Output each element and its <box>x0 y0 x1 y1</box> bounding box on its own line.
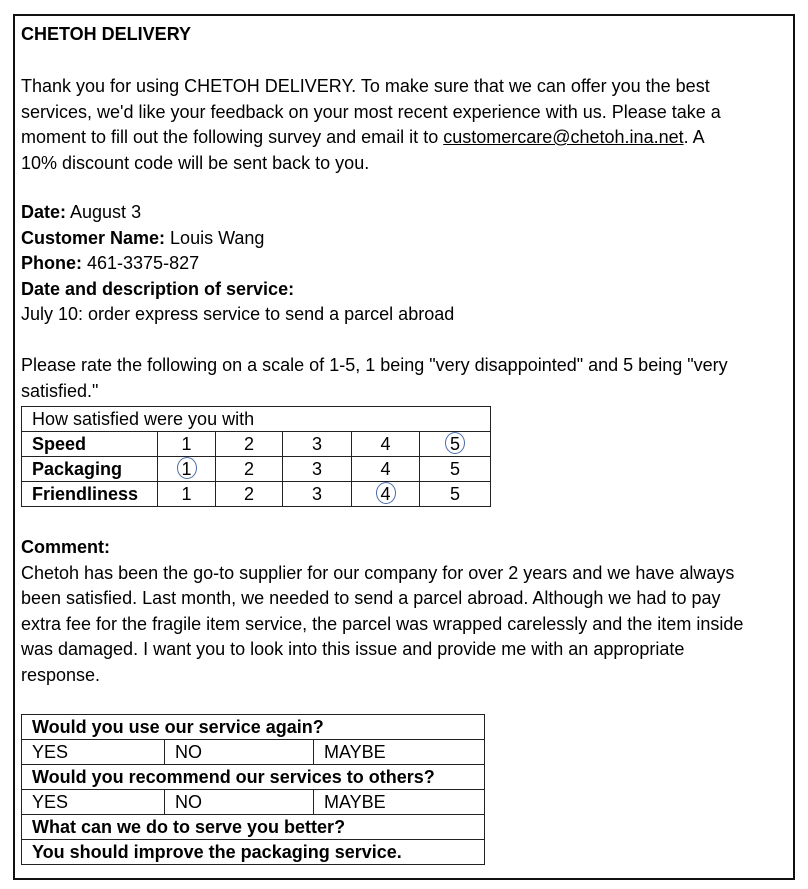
customer-name-field <box>21 226 264 252</box>
options-row <box>22 790 485 815</box>
option-no: NO <box>165 740 314 765</box>
rating-cell <box>420 482 491 507</box>
phone-value: 461-3375-827 <box>82 253 200 273</box>
rating-cell <box>352 432 420 457</box>
rating-value: 4 <box>380 434 391 454</box>
rating-cell-selected <box>352 482 420 507</box>
rating-row-label: Packaging <box>22 457 158 482</box>
intro-line-4: 10% discount code will be sent back to you. <box>21 152 370 173</box>
document-title: CHETOH DELIVERY <box>21 24 192 44</box>
rating-table <box>21 406 491 507</box>
rating-value: 5 <box>449 459 460 479</box>
rating-cell-selected <box>420 432 491 457</box>
rating-value: 1 <box>181 484 192 504</box>
service-value: July 10: order express service to send a parcel abroad <box>21 304 455 324</box>
rating-row-label: Speed <box>22 432 158 457</box>
comment-line-5: response. <box>21 664 101 685</box>
answer-text: You should improve the packaging service. <box>22 840 485 865</box>
comment-line-2: been satisfied. Last month, we needed to send a parcel abroad. Although we had to pay <box>21 588 721 608</box>
question-serve-better: What can we do to serve you better? <box>22 815 485 840</box>
question-recommend: Would you recommend our services to others? <box>22 765 485 790</box>
customer-name-label: Customer Name: <box>21 227 166 248</box>
intro-line-3-end: . A <box>683 127 705 147</box>
question-use-again: Would you use our service again? <box>22 715 485 740</box>
rating-value: 3 <box>311 459 322 479</box>
rating-row-friendliness <box>22 482 491 507</box>
intro-line-3 <box>21 125 705 151</box>
rating-row-packaging <box>22 457 491 482</box>
rating-cell <box>420 457 491 482</box>
rating-cell <box>283 457 352 482</box>
intro-line-3-text: moment to fill out the following survey and email it to <box>21 127 444 147</box>
rating-table-header: How satisfied were you with <box>22 407 491 432</box>
questions-table <box>21 714 485 865</box>
options-row <box>22 740 485 765</box>
comment-line-1: Chetoh has been the go-to supplier for our company for over 2 years and we have always <box>21 562 735 583</box>
rating-cell <box>283 432 352 457</box>
rating-instructions-line-2: satisfied." <box>21 380 99 401</box>
answer-row <box>22 840 485 865</box>
comment-label: Comment: <box>21 537 110 557</box>
rating-instructions-line-1: Please rate the following on a scale of 1-5, 1 being "very disappointed" and 5 being "very <box>21 355 728 375</box>
selected-rating-circle: 4 <box>376 482 396 504</box>
rating-cell-selected <box>158 457 216 482</box>
question-row <box>22 815 485 840</box>
rating-cell <box>216 457 283 482</box>
option-maybe: MAYBE <box>314 790 485 815</box>
option-maybe: MAYBE <box>314 740 485 765</box>
phone-label: Phone: <box>21 253 82 273</box>
question-row <box>22 715 485 740</box>
intro-line-1: Thank you for using CHETOH DELIVERY. To make sure that we can offer you the best <box>21 76 710 96</box>
rating-cell <box>352 457 420 482</box>
rating-value: 2 <box>243 434 254 454</box>
date-field <box>21 200 141 226</box>
rating-value: 1 <box>181 434 192 454</box>
selected-rating-circle: 1 <box>177 457 197 479</box>
rating-value: 2 <box>243 484 254 504</box>
rating-cell <box>158 432 216 457</box>
rating-cell <box>283 482 352 507</box>
comment-line-4: was damaged. I want you to look into this issue and provide me with an appropriate <box>21 639 685 659</box>
rating-value: 4 <box>380 459 391 479</box>
rating-row-speed <box>22 432 491 457</box>
option-yes: YES <box>22 740 165 765</box>
service-label: Date and description of service: <box>21 278 295 299</box>
date-label: Date: <box>21 202 67 222</box>
rating-cell <box>158 482 216 507</box>
rating-value: 5 <box>449 484 460 504</box>
email-link[interactable]: customercare@chetoh.ina.net <box>443 127 684 147</box>
intro-line-2: services, we'd like your feedback on your most recent experience with us. Please take a <box>21 101 721 122</box>
phone-field <box>21 251 199 277</box>
rating-value: 2 <box>243 459 254 479</box>
rating-cell <box>216 432 283 457</box>
option-yes: YES <box>22 790 165 815</box>
question-row <box>22 765 485 790</box>
rating-value: 3 <box>311 484 322 504</box>
rating-row-label: Friendliness <box>22 482 158 507</box>
option-no: NO <box>165 790 314 815</box>
rating-value: 3 <box>311 434 322 454</box>
selected-rating-circle: 5 <box>445 432 465 454</box>
comment-line-3: extra fee for the fragile item service, the parcel was wrapped carelessly and the item inside <box>21 613 744 634</box>
date-value: August 3 <box>66 202 142 222</box>
customer-name-value: Louis Wang <box>165 227 265 248</box>
rating-table-header-row <box>22 407 491 432</box>
rating-cell <box>216 482 283 507</box>
